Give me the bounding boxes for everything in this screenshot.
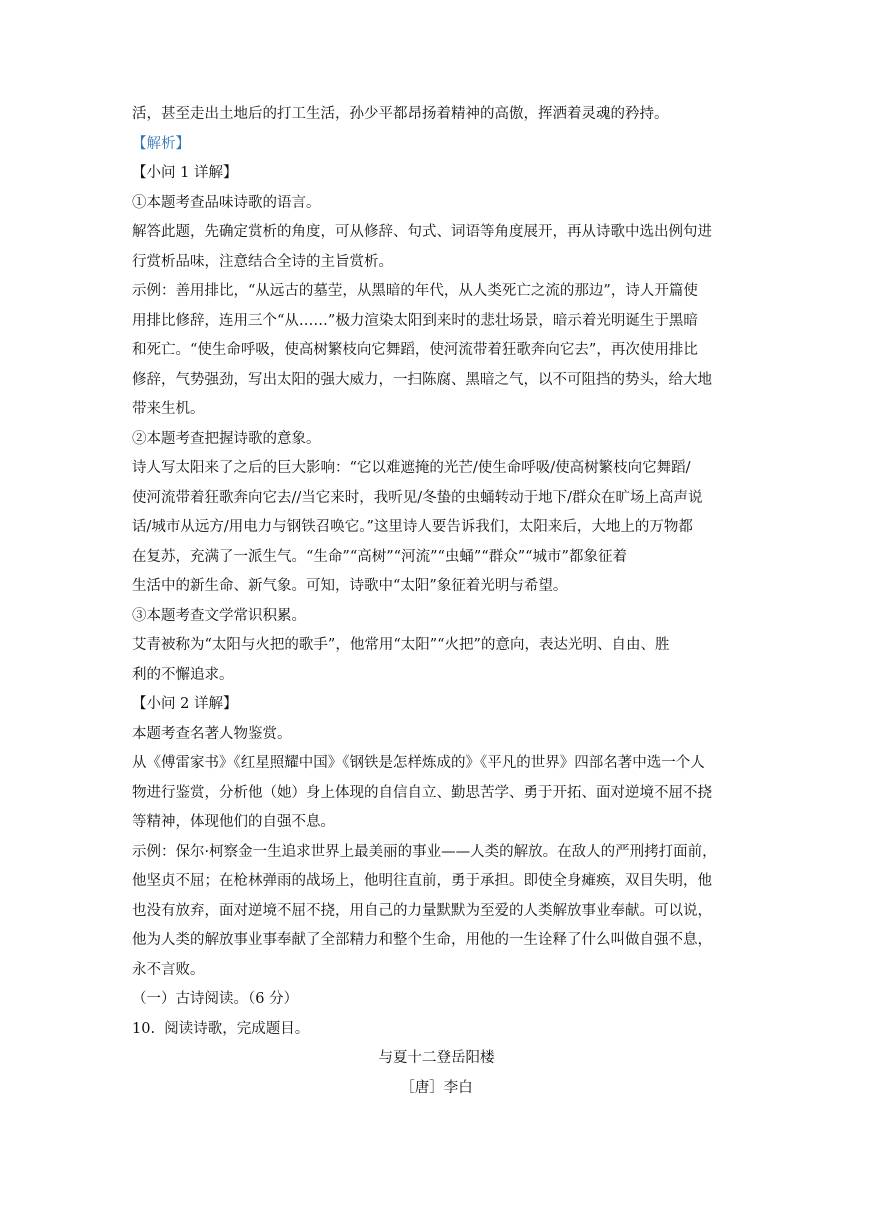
poem-author: ［唐］李白 bbox=[400, 1079, 473, 1096]
q1-point1-example-line: 示例：善用排比，“从远古的墓茔，从黑暗的年代，从人类死亡之流的那边”，诗人开篇使 bbox=[132, 283, 698, 299]
q2-method-line: 等精神，体现他们的自强不息。 bbox=[132, 814, 335, 830]
q1-point3-body-line: 艾青被称为“太阳与火把的歌手”，他常用“太阳”“火把”的意向，表达光明、自由、胜 bbox=[132, 637, 670, 653]
q1-point2-body-line: 使河流带着狂歌奔向它去//当它来时，我听见/冬蛰的虫蛹转动于地下/群众在旷场上高声说 bbox=[132, 489, 703, 506]
poem-title: 与夏十二登岳阳楼 bbox=[378, 1050, 495, 1066]
q2-example-line: 永不言败。 bbox=[132, 961, 205, 978]
q1-point1-method-line: 解答此题，先确定赏析的角度，可从修辞、句式、词语等角度展开，再从诗歌中选出例句进 bbox=[132, 224, 712, 240]
q1-point1-example-line: 修辞，气势强劲，写出太阳的强大威力，一扫陈腐、黑暗之气，以不可阻挡的势头，给大地 bbox=[132, 371, 712, 388]
q1-point3-title: ③本题考查文学常识积累。 bbox=[132, 607, 306, 624]
q1-point2-title: ②本题考查把握诗歌的意象。 bbox=[132, 430, 321, 447]
q2-example-line: 也没有放弃，面对逆境不屈不挠，用自己的力量默默为至爱的人类解放事业奉献。可以说， bbox=[132, 902, 712, 919]
q2-example-line: 他坚贞不屈；在枪林弹雨的战场上，他明往直前，勇于承担。即使全身瘫痪，双目失明，他 bbox=[132, 873, 712, 889]
q1-point1-method-line: 行赏析品味，注意结合全诗的主旨赏析。 bbox=[132, 253, 393, 270]
q1-point1-example-line: 用排比修辞，连用三个“从……”极力渲染太阳到来时的悲壮场景，暗示着光明诞生于黑暗 bbox=[132, 312, 698, 329]
section-title: （一）古诗阅读。（6 分） bbox=[132, 991, 299, 1007]
q1-point2-body-line: 话/城市从远方/用电力与钢铁召唤它。”这里诗人要告诉我们，太阳来后，大地上的万物都 bbox=[132, 519, 693, 535]
q2-example-line: 他为人类的解放事业事奉献了全部精力和整个生命，用他的一生诠释了什么叫做自强不息， bbox=[132, 932, 712, 948]
q1-point1-example-line: 带来生机。 bbox=[132, 401, 205, 417]
q1-point2-body-line: 生活中的新生命、新气象。可知，诗歌中“太阳”象征着光明与希望。 bbox=[132, 578, 568, 594]
q2-method-line: 从《傅雷家书》《红星照耀中国》《钢铁是怎样炼成的》《平凡的世界》四部名著中选一个人 bbox=[132, 755, 705, 771]
q1-point3-body-line: 利的不懈追求。 bbox=[132, 666, 234, 683]
analysis-tag: 【解析】 bbox=[132, 135, 190, 152]
q1-point2-body-line: 在复苏，充满了一派生气。“生命”“高树”“河流”“虫蛹”“群众”“城市”都象征着 bbox=[132, 548, 627, 565]
q1-point1-title: ①本题考查品味诗歌的语言。 bbox=[132, 194, 321, 211]
q2-example-line: 示例：保尔·柯察金一生追求世界上最美丽的事业——人类的解放。在敌人的严刑拷打面前， bbox=[132, 843, 717, 860]
q1-point2-body-line: 诗人写太阳来了之后的巨大影响：“它以难遮掩的光芒/使生命呼吸/使高树繁枝向它舞蹈/ bbox=[132, 460, 691, 476]
intro-line: 活，甚至走出土地后的打工生活，孙少平都昂扬着精神的高傲，挥洒着灵魂的矜持。 bbox=[132, 106, 669, 122]
question-10: 10. 阅读诗歌，完成题目。 bbox=[132, 1020, 310, 1037]
q2-title: 本题考查名著人物鉴赏。 bbox=[132, 725, 292, 742]
q1-header: 【小问 1 详解】 bbox=[132, 165, 238, 181]
q1-point1-example-line: 和死亡。“使生命呼吸，使高树繁枝向它舞蹈，使河流带着狂歌奔向它去”，再次使用排比 bbox=[132, 342, 698, 358]
q2-header: 【小问 2 详解】 bbox=[132, 696, 238, 712]
q2-method-line: 物进行鉴赏，分析他（她）身上体现的自信自立、勤思苦学、勇于开拓、面对逆境不屈不挠 bbox=[132, 784, 712, 801]
